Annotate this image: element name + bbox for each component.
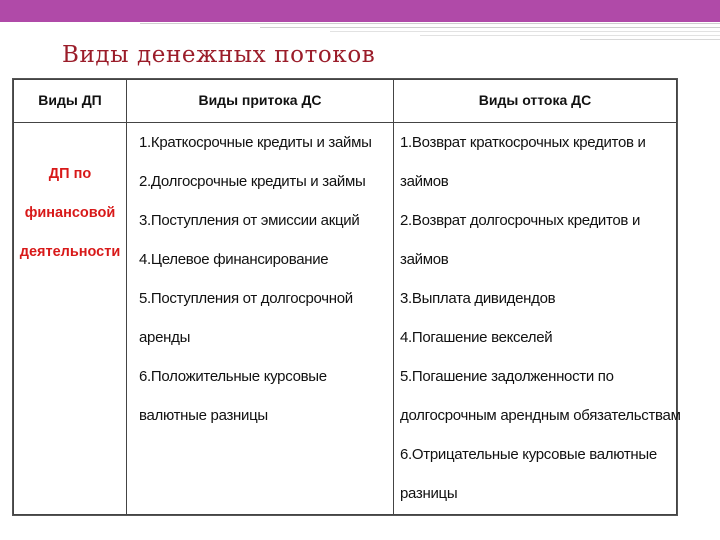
decorative-stripes	[0, 22, 720, 42]
category-line: ДП по	[48, 166, 92, 182]
table-header-row	[14, 80, 677, 123]
inflow-cell	[127, 123, 394, 515]
outflow-line: 6.Отрицательные курсовые валютные	[400, 446, 657, 463]
inflow-line: 6.Положительные курсовые	[139, 368, 327, 385]
outflow-line: 5.Погашение задолженности по	[400, 368, 614, 385]
inflow-line: 2.Долгосрочные кредиты и займы	[139, 173, 366, 190]
outflow-line: долгосрочным арендным обязательствам	[400, 407, 681, 424]
inflow-line: 4.Целевое финансирование	[139, 251, 329, 268]
inflow-line: 3.Поступления от эмиссии акций	[139, 212, 360, 229]
inflow-line: валютные разницы	[139, 407, 268, 424]
cash-flow-table	[13, 79, 681, 515]
table-row	[14, 123, 677, 515]
page-title: Виды денежных потоков	[62, 42, 376, 68]
inflow-line: 5.Поступления от долгосрочной	[139, 290, 353, 307]
cash-flow-table-frame	[12, 78, 681, 516]
header-outflow-types: Виды оттока ДС	[394, 80, 677, 123]
inflow-line: 1.Краткосрочные кредиты и займы	[139, 134, 372, 151]
outflow-line: займов	[400, 173, 449, 190]
outflow-line: 2.Возврат долгосрочных кредитов и	[400, 212, 641, 229]
outflow-line: разницы	[400, 485, 458, 502]
outflow-line: займов	[400, 251, 449, 268]
category-line: деятельности	[19, 244, 121, 260]
category-line: финансовой	[24, 205, 116, 221]
outflow-cell	[394, 123, 681, 515]
top-accent-bar	[0, 0, 720, 22]
inflow-line: аренды	[139, 329, 191, 346]
category-cell	[14, 123, 127, 515]
header-inflow-types: Виды притока ДС	[127, 80, 394, 123]
header-cash-flow-type: Виды ДП	[14, 80, 127, 123]
outflow-line: 4.Погашение векселей	[400, 329, 553, 346]
outflow-line: 1.Возврат краткосрочных кредитов и	[400, 134, 646, 151]
outflow-line: 3.Выплата дивидендов	[400, 290, 556, 307]
